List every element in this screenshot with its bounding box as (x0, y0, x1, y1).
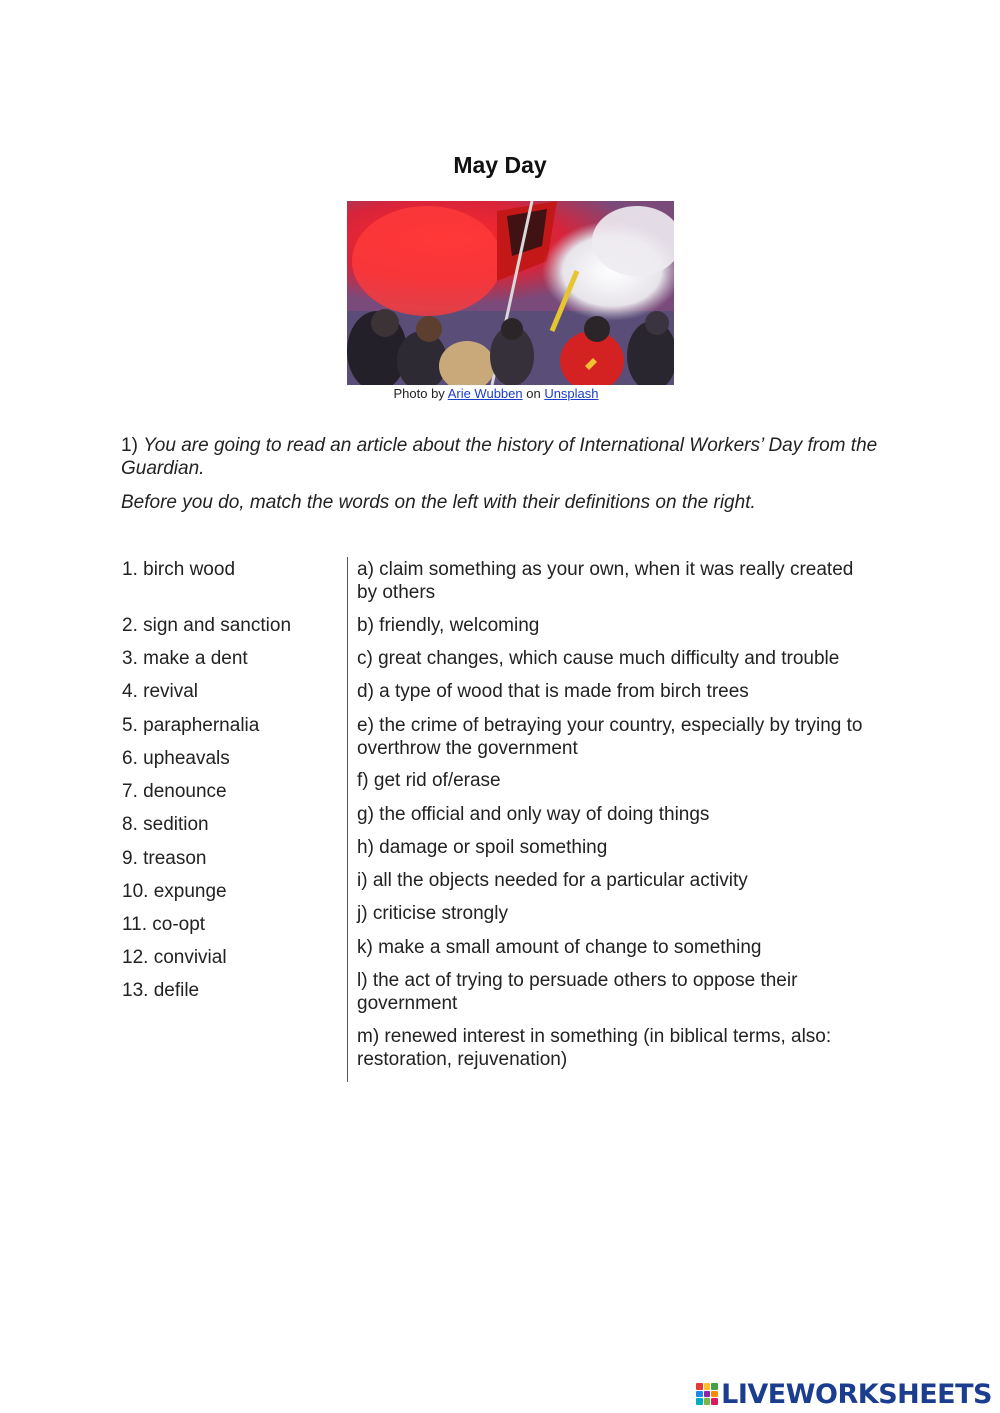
definition-item: l) the act of trying to persuade others to oppose their government (357, 970, 798, 1014)
word-item: 4. revival (122, 681, 199, 702)
liveworksheets-grid-icon (696, 1383, 718, 1405)
word-item: 12. convivial (122, 947, 227, 968)
word-item: 10. expunge (122, 881, 227, 902)
definition-item: e) the crime of betraying your country, especially by trying to overthrow the government (357, 715, 863, 759)
definition-item: k) make a small amount of change to something (357, 937, 762, 958)
instruction-text-1: You are going to read an article about the history of International Workers’ Day from the Guardian. (121, 435, 878, 479)
definition-item: m) renewed interest in something (in biblical terms, also: restoration, rejuvenation) (357, 1026, 832, 1070)
caption-mid: on (522, 386, 545, 401)
definition-item: d) a type of wood that is made from birch trees (357, 681, 749, 702)
photo-caption (0, 386, 992, 401)
instruction-2 (121, 491, 881, 514)
word-item: 2. sign and sanction (122, 615, 292, 636)
instruction-1 (121, 434, 881, 480)
word-item: 9. treason (122, 848, 207, 869)
word-item: 11. co-opt (122, 914, 206, 935)
word-item: 13. defile (122, 980, 200, 1001)
word-item: 1. birch wood (122, 559, 236, 580)
word-item: 7. denounce (122, 781, 227, 802)
instruction-number: 1) (121, 435, 144, 456)
liveworksheets-wordmark: LIVEWORKSHEETS (721, 1378, 992, 1410)
definition-item: g) the official and only way of doing things (357, 804, 710, 825)
may-day-photo (347, 201, 674, 385)
source-link[interactable]: Unsplash (544, 386, 599, 401)
liveworksheets-logo (696, 1378, 992, 1410)
word-item: 6. upheavals (122, 748, 230, 769)
definition-item: b) friendly, welcoming (357, 615, 540, 636)
definition-item: a) claim something as your own, when it was really created by others (357, 559, 854, 603)
word-item: 8. sedition (122, 814, 209, 835)
definition-item: h) damage or spoil something (357, 837, 608, 858)
caption-prefix: Photo by (393, 386, 448, 401)
definition-item: i) all the objects needed for a particular activity (357, 870, 748, 891)
definition-item: j) criticise strongly (357, 903, 508, 924)
word-item: 3. make a dent (122, 648, 248, 669)
definition-item: f) get rid of/erase (357, 770, 501, 791)
page-title: May Day (453, 152, 547, 178)
author-link[interactable]: Arie Wubben (447, 386, 523, 401)
definition-item: c) great changes, which cause much difficulty and trouble (357, 648, 840, 669)
instruction-text-2: Before you do, match the words on the left with their definitions on the right. (121, 492, 756, 513)
word-item: 5. paraphernalia (122, 715, 260, 736)
column-divider (347, 557, 348, 1082)
